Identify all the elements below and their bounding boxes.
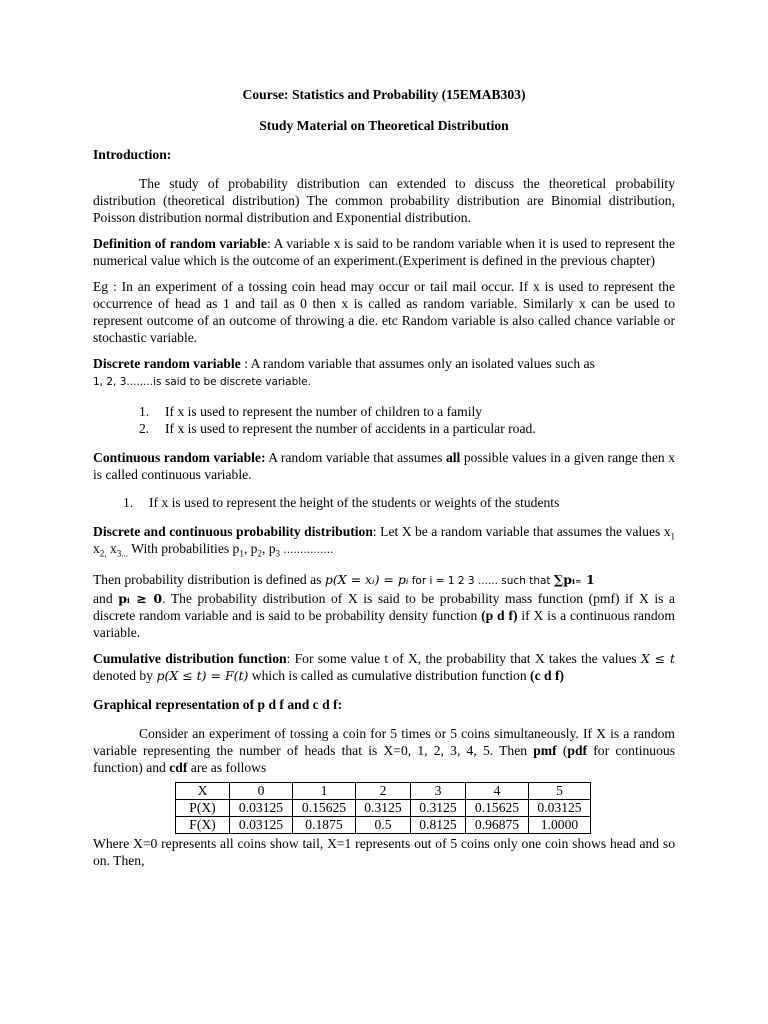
cdf-text-b: denoted by <box>93 668 157 683</box>
course-title: Course: Statistics and Probability (15EMAB303) <box>242 87 526 102</box>
pmf-text-and: and <box>93 591 119 606</box>
table-row <box>176 800 591 817</box>
table-cell: P(X) <box>176 800 230 817</box>
table-cell: 0.3125 <box>356 800 411 817</box>
pmf-sum-formula: ∑pᵢ₌ 1 <box>553 572 595 587</box>
list-item-text: If x is used to represent the height of the students or weights of the students <box>149 495 560 510</box>
table-cell: 0.3125 <box>411 800 466 817</box>
table-cell: 2 <box>356 783 411 800</box>
table-row <box>176 817 591 834</box>
table-cell: 0.03125 <box>230 817 293 834</box>
intro-heading: Introduction: <box>93 147 172 162</box>
table-cell: 0.03125 <box>529 800 591 817</box>
table-cell: X <box>176 783 230 800</box>
cdf-formula-2: p(X ≤ t) = F(t) <box>156 668 249 683</box>
table-row <box>176 783 591 800</box>
cdf-formula-1: X ≤ t <box>640 651 675 666</box>
document-page <box>93 86 675 878</box>
table-cell: 4 <box>466 783 529 800</box>
list-item-number: 2. <box>139 421 150 436</box>
pmf-label: pmf <box>533 743 557 758</box>
list-item-text: If x is used to represent the number of children to a family <box>165 404 483 419</box>
distribution-values-text: With probabilities p <box>128 541 240 556</box>
table-cell: 0.03125 <box>230 800 293 817</box>
list-item-number: 1. <box>123 495 134 510</box>
distribution-text: : Let X be a random variable that assumes the values x <box>372 524 671 539</box>
discrete-definition <box>93 355 675 391</box>
continuous-all: all <box>445 450 461 465</box>
document-subtitle: Study Material on Theoretical Distribution <box>259 118 509 133</box>
pmf-for-text: for i = 1 2 3 ...... such that <box>408 575 554 587</box>
graphical-paragraph <box>93 725 675 776</box>
cdf-bold: (c d f) <box>530 668 565 683</box>
list-item-number: 1. <box>139 404 150 419</box>
graphical-text-d: are as follows <box>187 760 267 775</box>
pmf-formula: p(X = xᵢ) = pᵢ <box>324 572 409 587</box>
graphical-text-b: ( <box>556 743 568 758</box>
table-cell: 0.15625 <box>466 800 529 817</box>
distribution-definition: Discrete and continuous probability distribution: Let X be a random variable that assumes the values $x_1$ $x_{2,}$ $x_{3...}$ With probabilities $p_1$, $p_2$, $p_3$ ............... <box>93 524 676 559</box>
table-cell: 5 <box>529 783 591 800</box>
list-item <box>139 403 675 420</box>
table-cell: F(X) <box>176 817 230 834</box>
discrete-text: : A random variable that assumes only an isolated values such as <box>240 356 595 371</box>
pmf-text-c: if X is a continuous random variable. <box>93 608 676 640</box>
continuous-term: Continuous random variable: <box>93 450 266 465</box>
distribution-dots: ............... <box>280 544 334 556</box>
table-cell: 0.1875 <box>293 817 356 834</box>
distribution-table <box>175 782 591 834</box>
continuous-definition <box>93 449 675 483</box>
list-item <box>139 420 675 437</box>
cdf-text-a: : For some value t of X, the probability that X takes the values <box>286 651 641 666</box>
table-cell: 1 <box>293 783 356 800</box>
pdf-bold: (p d f) <box>481 608 518 623</box>
discrete-term: Discrete random variable <box>93 356 241 371</box>
example-paragraph: Eg : In an experiment of a tossing coin head may occur or tail mail occur. If x is used to represent the occurrence of head as 1 and tail as 0 then x is called as random variable. Similarly x can be used to represent outcome of an outcome of throwing a die. etc Random variable is also called chance variable or stochastic variable. <box>93 279 675 345</box>
continuous-text-a: A random variable that assumes <box>265 450 446 465</box>
random-variable-definition <box>93 235 675 269</box>
cdf-text-c: which is called as cumulative distribution function <box>248 668 531 683</box>
table-cell: 0.15625 <box>293 800 356 817</box>
pdf-label: pdf <box>567 743 588 758</box>
discrete-text-2: 1, 2, 3........is said to be discrete variable. <box>93 376 311 388</box>
list-item <box>123 494 675 511</box>
continuous-examples-list <box>93 494 675 511</box>
cdf-definition <box>93 650 675 684</box>
continuous-text-b: possible values in a given range then x is called continuous variable. <box>93 450 675 482</box>
intro-paragraph: The study of probability distribution can extended to discuss the theoretical probability distribution (theoretical distribution) The common probability distribution are Binomial distribution, Poisson distribution normal distribution and Exponential distribution. <box>93 176 675 225</box>
table-cell: 0.8125 <box>411 817 466 834</box>
pmf-paragraph <box>93 571 675 641</box>
table-cell: 1.0000 <box>529 817 591 834</box>
graphical-heading: Graphical representation of p d f and c d f: <box>93 697 343 712</box>
table-cell: 0.96875 <box>466 817 529 834</box>
random-variable-term: Definition of random variable <box>93 236 267 251</box>
pmf-text-b: . The probability distribution of X is said to be probability mass function (pmf) if X is a discrete random variable and is said to be probability density function <box>93 591 675 623</box>
cdf-label: cdf <box>169 760 188 775</box>
table-cell: 0 <box>230 783 293 800</box>
pmf-nonneg-formula: pᵢ ≥ 0 <box>118 591 163 606</box>
table-cell: 3 <box>411 783 466 800</box>
distribution-term: Discrete and continuous probability distribution <box>93 524 373 539</box>
table-cell: 0.5 <box>356 817 411 834</box>
pmf-text-a: Then probability distribution is defined as <box>93 572 325 587</box>
discrete-examples-list <box>93 403 675 437</box>
graphical-text-a: Consider an experiment of tossing a coin for 5 times or 5 coins simultaneously. If X is a random variable representing the number of heads that is X=0, 1, 2, 3, 4, 5. Then <box>93 726 675 758</box>
closing-paragraph: Where X=0 represents all coins show tail, X=1 represents out of 5 coins only one coin shows head and so on. Then, <box>93 836 675 868</box>
cdf-term: Cumulative distribution function <box>93 651 287 666</box>
graphical-text-c: for continuous function) and <box>93 743 675 775</box>
list-item-text: If x is used to represent the number of accidents in a particular road. <box>165 421 536 436</box>
random-variable-text: : A variable x is said to be random variable when it is used to represent the numerical value which is the outcome of an experiment.(Experiment is defined in the previous chapter) <box>93 236 675 268</box>
